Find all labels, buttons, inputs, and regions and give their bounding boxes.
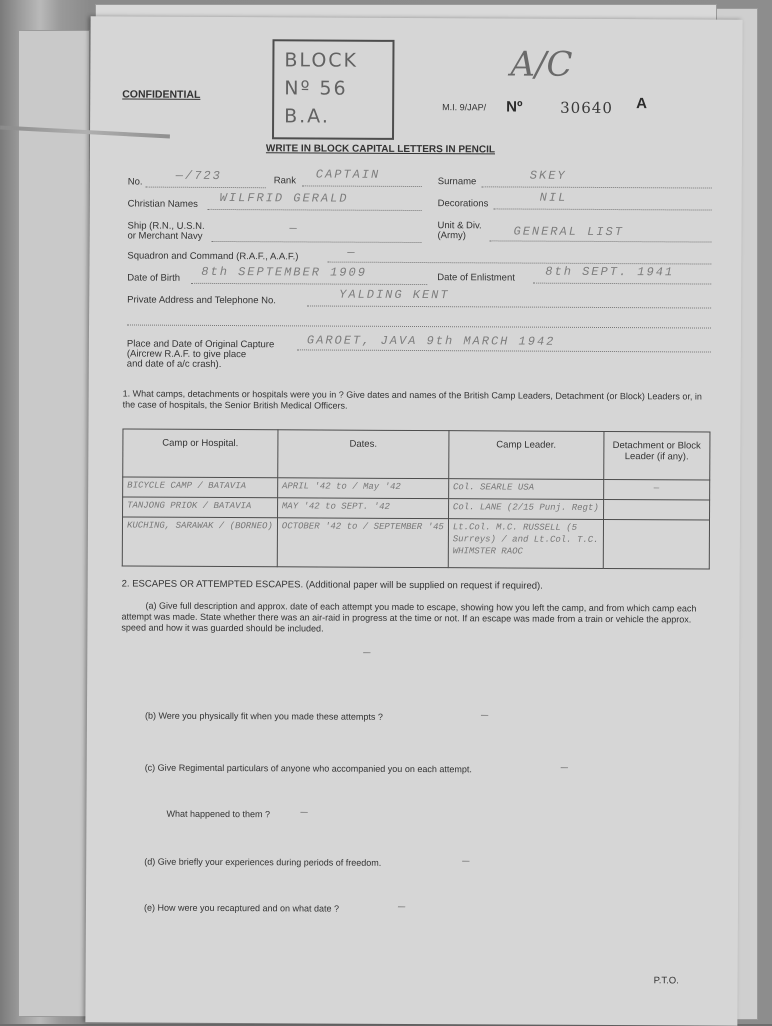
cell-leader: Lt.Col. M.C. RUSSELL (5 Surreys) / and Lt.Col. T.C. WHIMSTER RAOC [448, 519, 603, 568]
ref-number: 30640 [560, 98, 613, 118]
question-2c-followup: What happened to them ? [166, 808, 271, 820]
header-detachment: Detachment or Block Leader (if any). [603, 431, 710, 480]
address-value: YALDING KENT [339, 287, 450, 303]
dob-label: Date of Birth [127, 272, 181, 284]
christian-names-value: WILFRID GERALD [219, 190, 349, 206]
question-2b-text: (b) Were you physically fit when you made these attempts ? [144, 710, 383, 722]
surname-label: Surname [437, 176, 477, 188]
capture-label-1: Place and Date of Original Capture [126, 338, 275, 351]
no-label: No. [127, 176, 143, 188]
no-value: —/723 [175, 168, 222, 183]
question-2a-answer: — [363, 645, 373, 660]
capture-value: GAROET, JAVA 9th MARCH 1942 [306, 333, 556, 349]
cell-detachment: — [603, 479, 709, 500]
question-2e-answer: — [397, 899, 408, 914]
squadron-value: — [347, 245, 357, 260]
capture-label-3: and date of a/c crash). [126, 358, 222, 370]
ship-label-1: Ship (R.N., U.S.N. [127, 220, 205, 232]
cell-camp: KUCHING, SARAWAK / (BORNEO) [122, 517, 277, 566]
question-2c-text: (c) Give Regimental particulars of anyone who accompanied you on each attempt. [144, 762, 472, 775]
decorations-label: Decorations [437, 198, 489, 210]
header-camp: Camp or Hospital. [123, 429, 278, 478]
header-camp-leader: Camp Leader. [449, 431, 604, 480]
cell-detachment [603, 500, 709, 521]
cell-leader: Col. SEARLE USA [448, 479, 603, 500]
address-label: Private Address and Telephone No. [127, 294, 276, 307]
instruction-heading: WRITE IN BLOCK CAPITAL LETTERS IN PENCIL [265, 143, 496, 156]
stamp-line-3: B.A. [284, 105, 330, 128]
table-header-row [123, 429, 710, 480]
ship-label-2: or Merchant Navy [127, 230, 203, 242]
christian-names-label: Christian Names [127, 198, 198, 210]
cell-dates: OCTOBER '42 to / SEPTEMBER '45 [277, 518, 448, 568]
camps-table [122, 428, 711, 569]
ref-suffix: A [636, 95, 648, 113]
question-2b-answer: — [480, 708, 491, 723]
decorations-value: NIL [539, 190, 568, 205]
handwritten-mark: A/C [510, 44, 573, 85]
rank-value: CAPTAIN [315, 167, 381, 182]
question-2e-text: (e) How were you recaptured and on what date ? [143, 902, 340, 914]
unit-label-2: (Army) [437, 230, 467, 242]
question-1-text: 1. What camps, detachments or hospitals were you in ? Give dates and names of the British Camp Leaders, Detachment (or Block) Leaders or, in the case of hospitals, the Senior British Medical Officers. [122, 388, 702, 411]
cell-detachment [603, 520, 710, 569]
capture-label-2: (Aircrew R.A.F. to give place [126, 348, 247, 361]
cell-camp: BICYCLE CAMP / BATAVIA [123, 477, 278, 498]
stamp-line-2: Nº 56 [284, 77, 348, 100]
surname-value: SKEY [529, 168, 567, 183]
header-dates: Dates. [278, 430, 449, 479]
enlistment-value: 8th SEPT. 1941 [545, 264, 675, 280]
unit-value: GENERAL LIST [513, 224, 624, 240]
document-page [85, 16, 742, 1025]
stamp-line-1: BLOCK [284, 49, 359, 72]
squadron-label: Squadron and Command (R.A.F., A.A.F.) [127, 250, 299, 263]
cell-leader: Col. LANE (2/15 Punj. Regt) [448, 499, 603, 520]
enlistment-label: Date of Enlistment [437, 272, 515, 284]
ref-no-label: Nº [506, 98, 523, 116]
pto-label: P.T.O. [653, 975, 679, 987]
rank-label: Rank [273, 175, 296, 187]
block-stamp [272, 39, 395, 140]
ref-prefix: M.I. 9/JAP/ [442, 102, 487, 113]
question-2c-answer: — [560, 760, 570, 775]
folder-cover-sheet [18, 30, 90, 1017]
ship-value: — [289, 221, 299, 236]
unit-label-1: Unit & Div. [437, 220, 482, 232]
question-2d-answer: — [462, 854, 472, 869]
cell-dates: APRIL '42 to / May '42 [277, 478, 448, 499]
confidential-label: CONFIDENTIAL [122, 88, 201, 101]
question-2a-text: (a) Give full description and approx. date of each attempt you made to escape, showing how you left the camp, and from which camp each attempt was made. State whether there was an air-raid in progress at the time or not. If an escape was made from a train or vehicle the approx. speed and how it was guarded should be included. [121, 600, 697, 634]
cell-camp: TANJONG PRIOK / BATAVIA [123, 497, 278, 518]
dob-value: 8th SEPTEMBER 1909 [201, 264, 367, 280]
question-2c-followup-answer: — [300, 805, 310, 820]
question-2-title: 2. ESCAPES OR ATTEMPTED ESCAPES. (Additional paper will be supplied on request if required). [121, 578, 543, 592]
cell-dates: MAY '42 to SEPT. '42 [277, 498, 448, 519]
table-row [122, 517, 709, 569]
question-2d-text: (d) Give briefly your experiences during periods of freedom. [144, 856, 382, 868]
